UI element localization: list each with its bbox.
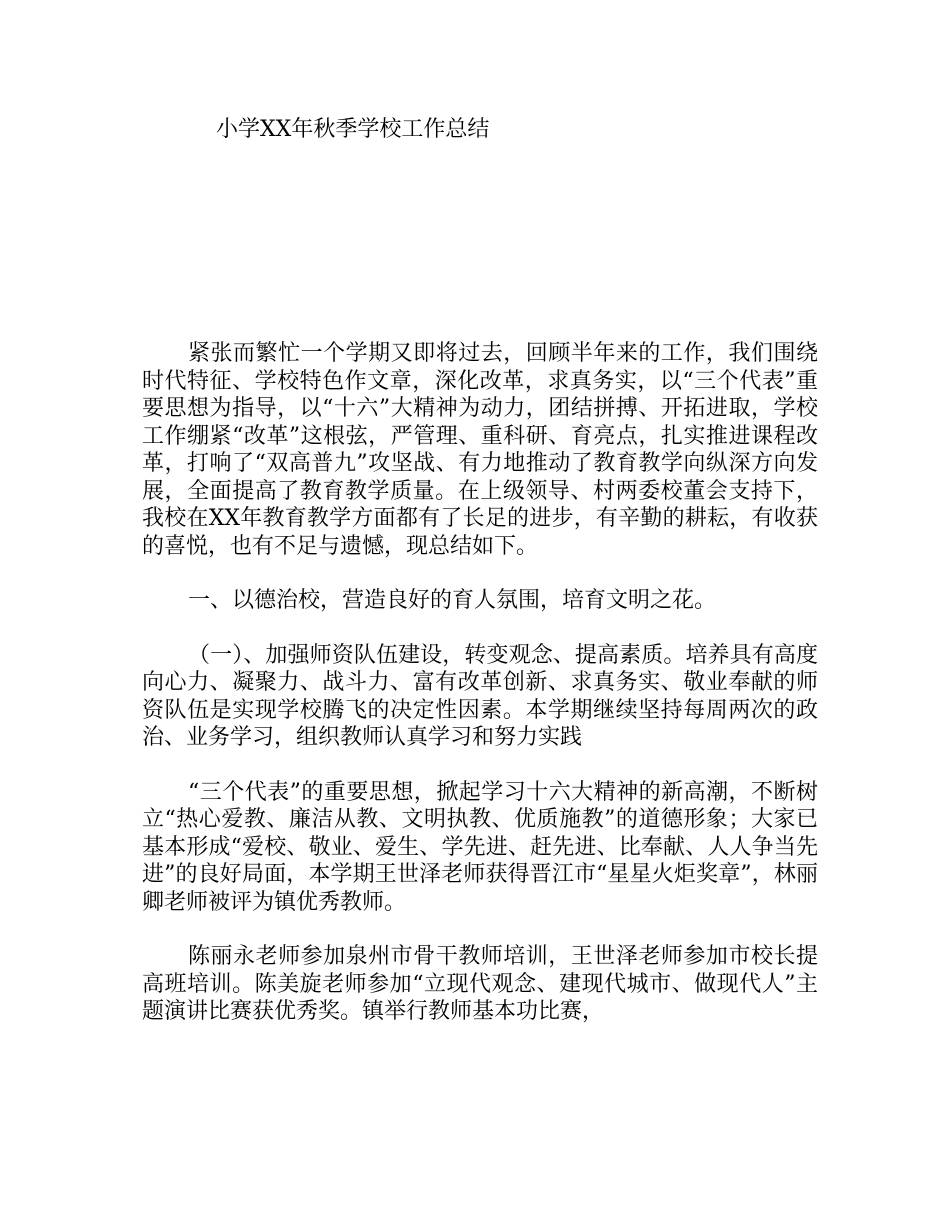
paragraph-three-represents: “三个代表”的重要思想，掀起学习十六大精神的新高潮，不断树立“热心爱教、廉洁从教、文明执教、优质施教”的道德形象；大家已基本形成“爱校、敬业、爱生、学先进、赶先进、比奉献、人人争当先进”的良好局面，本学期王世泽老师获得晋江市“星星火炬奖章”，林丽卿老师被评为镇优秀教师。 xyxy=(142,779,818,915)
document-body xyxy=(142,340,818,1026)
paragraph-intro: 紧张而繁忙一个学期又即将过去，回顾半年来的工作，我们围绕时代特征、学校特色作文章，深化改革，求真务实，以“三个代表”重要思想为指导，以“十六”大精神为动力，团结拼搏、开拓进取，学校工作绷紧“改革”这根弦，严管理、重科研、育亮点，扎实推进课程改革，打响了“双高普九”攻坚战、有力地推动了教育教学向纵深方向发展，全面提高了教育教学质量。在上级领导、村两委校董会支持下，我校在XX年教育教学方面都有了长足的进步，有辛勤的耕耘，有收获的喜悦，也有不足与遗憾，现总结如下。 xyxy=(142,341,818,559)
document-title: 小学XX年秋季学校工作总结 xyxy=(216,117,490,142)
section-heading-1: 一、以德治校，营造良好的育人氛围，培育文明之花。 xyxy=(188,588,717,613)
paragraph-teacher-team: （一）、加强师资队伍建设，转变观念、提高素质。培养具有高度向心力、凝聚力、战斗力、富有改革创新、求真务实、敬业奉献的师资队伍是实现学校腾飞的决定性因素。本学期继续坚持每周两次的政治、业务学习，组织教师认真学习和努力实践 xyxy=(142,642,818,750)
paragraph-training: 陈丽永老师参加泉州市骨干教师培训，王世泽老师参加市校长提高班培训。陈美旋老师参加“立现代观念、建现代城市、做现代人”主题演讲比赛获优秀奖。镇举行教师基本功比赛， xyxy=(142,944,818,1024)
